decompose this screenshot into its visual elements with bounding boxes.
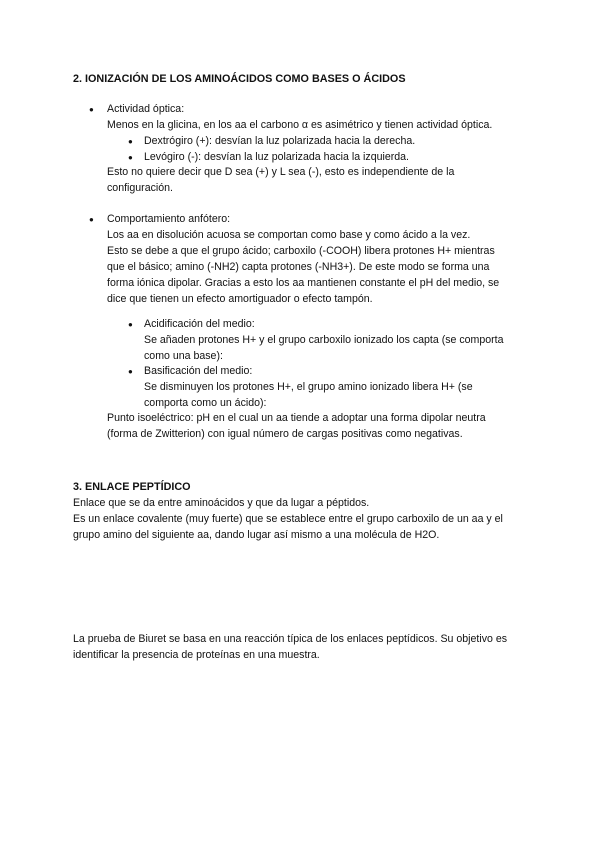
acid-label: Acidificación del medio: (144, 318, 255, 330)
peptide-line2: Es un enlace covalente (muy fuerte) que se establece entre el grupo carboxilo de un aa y el (73, 513, 503, 525)
isoelectric-line1: Punto isoeléctrico: pH en el cual un aa tiende a adoptar una forma dipolar neutra (107, 412, 486, 424)
amphoteric-line5: dice que tienen un efecto amortiguador o efecto tampón. (107, 293, 373, 305)
optical-line1: Menos en la glicina, en los aa el carbono α es asimétrico y tienen actividad óptica. (107, 119, 493, 131)
bullet-basic: ● (128, 367, 133, 376)
isoelectric-line2: (forma de Zwitterion) con igual número de cargas positivas como negativas. (107, 428, 463, 440)
optical-note-line1: Esto no quiere decir que D sea (+) y L sea (-), esto es independiente de la (107, 166, 455, 178)
basic-label: Basificación del medio: (144, 365, 253, 377)
optical-note-line2: configuración. (107, 182, 173, 194)
acid-line1: Se añaden protones H+ y el grupo carboxilo ionizado los capta (se comporta (144, 334, 504, 346)
acid-line2: como una base): (144, 350, 223, 362)
section-2-heading: 2. IONIZACIÓN DE LOS AMINOÁCIDOS COMO BASES O ÁCIDOS (73, 73, 406, 85)
amphoteric-line3: que el básico; amino (-NH2) capta protones (-NH3+). De este modo se forma una (107, 261, 490, 273)
section-3-heading: 3. ENLACE PEPTÍDICO (73, 481, 191, 493)
bullet-levo: ● (128, 153, 133, 162)
optical-label: Actividad óptica: (107, 103, 185, 115)
basic-line1: Se disminuyen los protones H+, el grupo amino ionizado libera H+ (se (144, 381, 473, 393)
amphoteric-line1: Los aa en disolución acuosa se comportan como base y como ácido a la vez. (107, 229, 471, 241)
bullet-dextro: ● (128, 137, 133, 146)
bullet-acid: ● (128, 320, 133, 329)
peptide-line1: Enlace que se da entre aminoácidos y que da lugar a péptidos. (73, 497, 370, 509)
biuret-line2: identificar la presencia de proteínas en una muestra. (73, 649, 320, 661)
levo-text: Levógiro (-): desvían la luz polarizada hacia la izquierda. (144, 151, 409, 163)
bullet-optical: ● (89, 105, 94, 114)
peptide-line3: grupo amino del siguiente aa, dando lugar así mismo a una molécula de H2O. (73, 529, 440, 541)
biuret-line1: La prueba de Biuret se basa en una reacción típica de los enlaces peptídicos. Su objetivo es (73, 633, 508, 645)
amphoteric-label: Comportamiento anfótero: (107, 213, 231, 225)
amphoteric-line2: Esto se debe a que el grupo ácido; carboxilo (-COOH) libera protones H+ mientras (107, 245, 495, 257)
dextro-text: Dextrógiro (+): desvían la luz polarizada hacia la derecha. (144, 135, 416, 147)
amphoteric-line4: forma iónica dipolar. Gracias a esto los aa mantienen constante el pH del medio, se (107, 277, 500, 289)
basic-line2: comporta como un ácido): (144, 397, 267, 409)
bullet-amphoteric: ● (89, 215, 94, 224)
